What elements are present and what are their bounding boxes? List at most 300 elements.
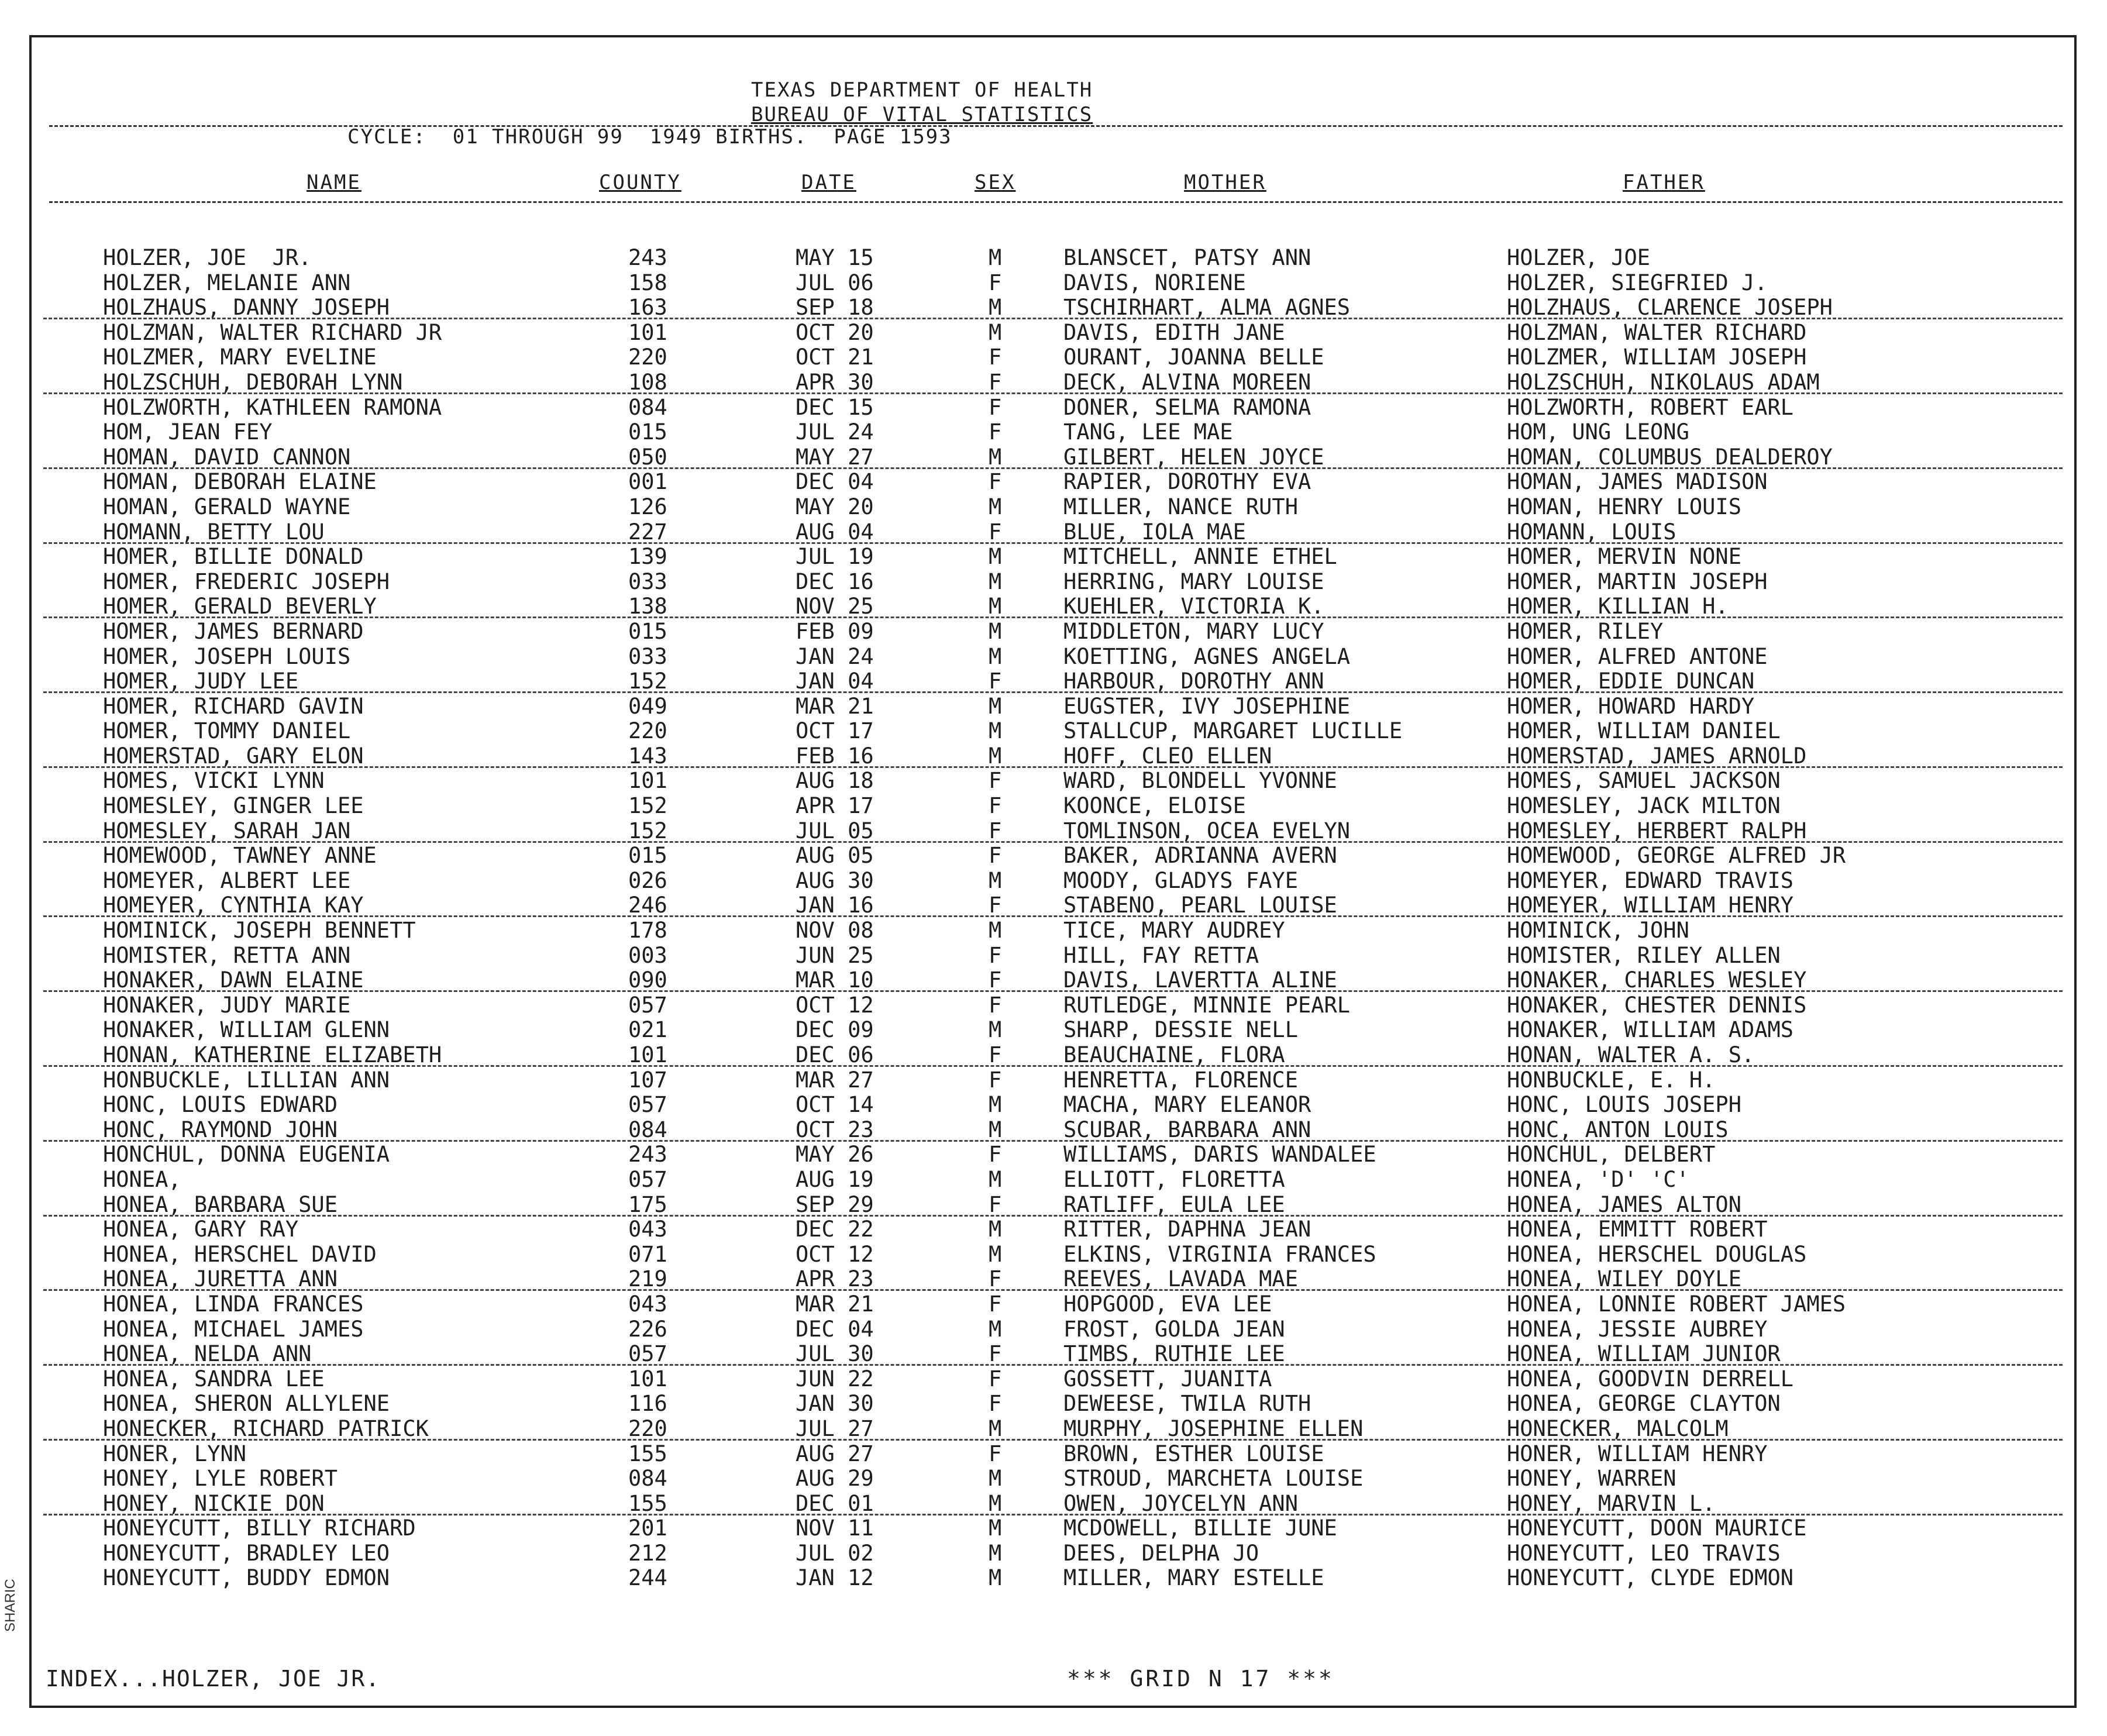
table-row: [32, 246, 2074, 271]
cell-name: HOMER, JAMES BERNARD: [103, 618, 364, 644]
cell-county: 226: [628, 1316, 667, 1342]
table-row: [32, 769, 2074, 794]
cell-sex: M: [989, 743, 1002, 769]
cell-name: HONEA, BARBARA SUE: [103, 1191, 338, 1217]
cell-sex: F: [989, 1042, 1002, 1067]
cell-mother: HOPGOOD, EVA LEE: [1063, 1291, 1272, 1317]
cell-county: 084: [628, 394, 667, 420]
table-row: [32, 295, 2074, 321]
cell-sex: M: [989, 1490, 1002, 1516]
cell-sex: F: [989, 1441, 1002, 1466]
cell-name: HOLZWORTH, KATHLEEN RAMONA: [103, 394, 442, 420]
cell-father: HONAKER, CHESTER DENNIS: [1507, 992, 1807, 1018]
cell-county: 227: [628, 519, 667, 545]
cell-sex: M: [989, 693, 1002, 719]
cell-county: 043: [628, 1291, 667, 1317]
cell-mother: WILLIAMS, DARIS WANDALEE: [1063, 1142, 1376, 1167]
cell-sex: F: [989, 818, 1002, 843]
cell-father: HONEA, JESSIE AUBREY: [1507, 1316, 1768, 1342]
cell-sex: F: [989, 469, 1002, 495]
table-row: [32, 719, 2074, 744]
cell-date: OCT 23: [796, 1117, 874, 1142]
cell-county: 246: [628, 893, 667, 918]
cell-date: JUL 02: [796, 1540, 874, 1566]
cell-mother: DAVIS, EDITH JANE: [1063, 319, 1285, 345]
cell-name: HOLZER, JOE JR.: [103, 245, 312, 270]
table-row: [32, 645, 2074, 670]
table-row: [32, 1093, 2074, 1118]
table-row: [32, 395, 2074, 421]
cell-father: HOLZER, JOE: [1507, 245, 1651, 270]
cell-sex: M: [989, 1540, 1002, 1566]
cell-sex: M: [989, 1466, 1002, 1492]
cell-father: HONEY, WARREN: [1507, 1466, 1676, 1492]
cell-mother: ELLIOTT, FLORETTA: [1063, 1166, 1285, 1192]
table-row: [32, 545, 2074, 570]
cell-county: 084: [628, 1466, 667, 1492]
cell-sex: M: [989, 1117, 1002, 1142]
table-row: [32, 370, 2074, 395]
cell-sex: F: [989, 1142, 1002, 1167]
cell-mother: REEVES, LAVADA MAE: [1063, 1266, 1298, 1292]
cell-date: AUG 05: [796, 843, 874, 869]
cell-father: HONEYCUTT, DOON MAURICE: [1507, 1515, 1807, 1541]
cell-date: AUG 29: [796, 1466, 874, 1492]
cell-sex: F: [989, 992, 1002, 1018]
table-row: [32, 819, 2074, 844]
cell-father: HOMER, KILLIAN H.: [1507, 594, 1729, 619]
table-row: [32, 1417, 2074, 1442]
table-row: [32, 420, 2074, 445]
table-row: [32, 1292, 2074, 1317]
cell-mother: MITCHELL, ANNIE ETHEL: [1063, 544, 1337, 570]
cell-father: HONAN, WALTER A. S.: [1507, 1042, 1755, 1067]
cell-county: 219: [628, 1266, 667, 1292]
cell-father: HONEYCUTT, CLYDE EDMON: [1507, 1565, 1794, 1591]
cell-mother: SCUBAR, BARBARA ANN: [1063, 1117, 1311, 1142]
cell-father: HONEA, JAMES ALTON: [1507, 1191, 1741, 1217]
cell-mother: FROST, GOLDA JEAN: [1063, 1316, 1285, 1342]
cell-name: HOMISTER, RETTA ANN: [103, 942, 351, 968]
cell-county: 090: [628, 967, 667, 993]
cell-sex: F: [989, 1366, 1002, 1391]
cell-date: JUL 30: [796, 1341, 874, 1367]
cell-sex: M: [989, 618, 1002, 644]
cell-sex: F: [989, 768, 1002, 794]
table-row: [32, 1167, 2074, 1193]
cell-name: HOMEYER, ALBERT LEE: [103, 867, 351, 893]
cell-county: 071: [628, 1241, 667, 1267]
table-row: [32, 669, 2074, 694]
cell-date: MAY 15: [796, 245, 874, 270]
cell-name: HONAKER, DAWN ELAINE: [103, 967, 364, 993]
cell-sex: M: [989, 494, 1002, 519]
row-separator: [43, 990, 2063, 992]
column-header-sex: SEX: [975, 171, 1016, 194]
cell-county: 212: [628, 1540, 667, 1566]
cell-mother: TIMBS, RUTHIE LEE: [1063, 1341, 1285, 1367]
cell-mother: KOONCE, ELOISE: [1063, 793, 1246, 819]
cell-county: 033: [628, 643, 667, 669]
cell-father: HOLZSCHUH, NIKOLAUS ADAM: [1507, 369, 1820, 395]
footer-index: INDEX...HOLZER, JOE JR.: [46, 1666, 381, 1692]
cell-mother: RITTER, DAPHNA JEAN: [1063, 1217, 1311, 1242]
cell-mother: HARBOUR, DOROTHY ANN: [1063, 669, 1324, 694]
cell-county: 220: [628, 345, 667, 370]
cell-date: DEC 06: [796, 1042, 874, 1067]
row-separator: [43, 1289, 2063, 1291]
footer-grid: *** GRID N 17 ***: [1067, 1666, 1334, 1692]
cell-sex: M: [989, 319, 1002, 345]
cell-county: 101: [628, 319, 667, 345]
cell-mother: GOSSETT, JUANITA: [1063, 1366, 1272, 1391]
table-row: [32, 1442, 2074, 1467]
cell-county: 163: [628, 295, 667, 321]
column-header-date: DATE: [801, 171, 856, 194]
cell-name: HOMAN, DEBORAH ELAINE: [103, 469, 377, 495]
cell-name: HONAN, KATHERINE ELIZABETH: [103, 1042, 442, 1067]
cell-mother: MACHA, MARY ELEANOR: [1063, 1092, 1311, 1118]
table-row: [32, 619, 2074, 645]
cell-sex: M: [989, 1092, 1002, 1118]
cell-date: JAN 30: [796, 1391, 874, 1417]
cell-father: HOLZMAN, WALTER RICHARD: [1507, 319, 1807, 345]
cell-sex: F: [989, 1391, 1002, 1417]
cell-county: 003: [628, 942, 667, 968]
cell-date: AUG 18: [796, 768, 874, 794]
cell-name: HOMERSTAD, GARY ELON: [103, 743, 364, 769]
cell-mother: MIDDLETON, MARY LUCY: [1063, 618, 1324, 644]
cell-name: HONBUCKLE, LILLIAN ANN: [103, 1067, 390, 1093]
cell-sex: F: [989, 519, 1002, 545]
cell-county: 243: [628, 1142, 667, 1167]
cell-sex: F: [989, 893, 1002, 918]
table-row: [32, 993, 2074, 1018]
row-separator: [43, 467, 2063, 469]
cell-mother: OWEN, JOYCELYN ANN: [1063, 1490, 1298, 1516]
cell-name: HONEA, GARY RAY: [103, 1217, 299, 1242]
cell-sex: M: [989, 1017, 1002, 1043]
cell-father: HOMER, RILEY: [1507, 618, 1664, 644]
cell-mother: KUEHLER, VICTORIA K.: [1063, 594, 1324, 619]
cell-county: 116: [628, 1391, 667, 1417]
cell-county: 015: [628, 843, 667, 869]
cell-sex: F: [989, 793, 1002, 819]
cell-mother: MURPHY, JOSEPHINE ELLEN: [1063, 1415, 1364, 1441]
table-row: [32, 271, 2074, 296]
cell-father: HOMESLEY, JACK MILTON: [1507, 793, 1781, 819]
cell-mother: TANG, LEE MAE: [1063, 419, 1233, 445]
cell-father: HOMER, HOWARD HARDY: [1507, 693, 1755, 719]
cell-father: HOMANN, LOUIS: [1507, 519, 1676, 545]
cell-name: HONEA,: [103, 1166, 181, 1192]
cell-sex: M: [989, 594, 1002, 619]
row-separator: [43, 1439, 2063, 1441]
cell-county: 244: [628, 1565, 667, 1591]
cell-date: OCT 14: [796, 1092, 874, 1118]
column-header-mother: MOTHER: [1184, 171, 1266, 194]
table-row: [32, 470, 2074, 495]
cell-date: JUL 06: [796, 270, 874, 295]
row-separator: [43, 1140, 2063, 1142]
cell-county: 015: [628, 618, 667, 644]
cell-father: HONEA, WILLIAM JUNIOR: [1507, 1341, 1781, 1367]
cell-county: 139: [628, 544, 667, 570]
cell-date: NOV 08: [796, 918, 874, 943]
row-separator: [43, 1065, 2063, 1067]
row-separator: [43, 542, 2063, 544]
cell-name: HONEA, HERSCHEL DAVID: [103, 1241, 377, 1267]
cell-father: HONEA, WILEY DOYLE: [1507, 1266, 1741, 1292]
table-row: [32, 1018, 2074, 1043]
cell-father: HONAKER, CHARLES WESLEY: [1507, 967, 1807, 993]
cell-name: HOLZSCHUH, DEBORAH LYNN: [103, 369, 403, 395]
cell-date: DEC 04: [796, 469, 874, 495]
cell-date: DEC 01: [796, 1490, 874, 1516]
cell-name: HOLZMER, MARY EVELINE: [103, 345, 377, 370]
table-row: [32, 1466, 2074, 1492]
cell-sex: F: [989, 1191, 1002, 1217]
cell-sex: F: [989, 345, 1002, 370]
table-row: [32, 744, 2074, 769]
cell-date: DEC 22: [796, 1217, 874, 1242]
cell-date: JAN 16: [796, 893, 874, 918]
cell-name: HONEA, NELDA ANN: [103, 1341, 312, 1367]
column-header-county: COUNTY: [599, 171, 681, 194]
cell-county: 158: [628, 270, 667, 295]
cell-date: AUG 27: [796, 1441, 874, 1466]
table-row: [32, 943, 2074, 969]
cell-father: HONEA, HERSCHEL DOUGLAS: [1507, 1241, 1807, 1267]
cell-county: 178: [628, 918, 667, 943]
cell-mother: TSCHIRHART, ALMA AGNES: [1063, 295, 1351, 321]
cell-mother: SHARP, DESSIE NELL: [1063, 1017, 1298, 1043]
cell-father: HONEA, GEORGE CLAYTON: [1507, 1391, 1781, 1417]
cell-name: HOMER, RICHARD GAVIN: [103, 693, 364, 719]
records-list: [32, 246, 2074, 1591]
row-separator: [43, 691, 2063, 693]
cell-county: 201: [628, 1515, 667, 1541]
cell-father: HONECKER, MALCOLM: [1507, 1415, 1729, 1441]
cell-mother: RATLIFF, EULA LEE: [1063, 1191, 1285, 1217]
cell-county: 057: [628, 1092, 667, 1118]
table-row: [32, 869, 2074, 894]
header-bureau: BUREAU OF VITAL STATISTICS: [751, 103, 1093, 126]
cell-father: HONEA, 'D' 'C': [1507, 1166, 1689, 1192]
cell-date: AUG 30: [796, 867, 874, 893]
register-page: [29, 35, 2077, 1708]
cell-sex: M: [989, 1241, 1002, 1267]
cell-sex: F: [989, 967, 1002, 993]
cell-name: HONEY, LYLE ROBERT: [103, 1466, 338, 1492]
cell-date: MAR 21: [796, 1291, 874, 1317]
cell-sex: F: [989, 942, 1002, 968]
cell-mother: BLUE, IOLA MAE: [1063, 519, 1246, 545]
cell-sex: F: [989, 419, 1002, 445]
cell-name: HOMER, GERALD BEVERLY: [103, 594, 377, 619]
cell-mother: HERRING, MARY LOUISE: [1063, 569, 1324, 594]
cell-date: SEP 29: [796, 1191, 874, 1217]
cell-mother: BROWN, ESTHER LOUISE: [1063, 1441, 1324, 1466]
cell-mother: ELKINS, VIRGINIA FRANCES: [1063, 1241, 1376, 1267]
cell-father: HOLZHAUS, CLARENCE JOSEPH: [1507, 295, 1833, 321]
cell-date: FEB 16: [796, 743, 874, 769]
cell-sex: M: [989, 1415, 1002, 1441]
cell-mother: EUGSTER, IVY JOSEPHINE: [1063, 693, 1351, 719]
table-row: [32, 345, 2074, 370]
cell-date: FEB 09: [796, 618, 874, 644]
cell-county: 126: [628, 494, 667, 519]
cell-mother: TOMLINSON, OCEA EVELYN: [1063, 818, 1351, 843]
cell-sex: F: [989, 669, 1002, 694]
cell-name: HONCHUL, DONNA EUGENIA: [103, 1142, 390, 1167]
cell-father: HONEY, MARVIN L.: [1507, 1490, 1716, 1516]
cell-date: JUL 19: [796, 544, 874, 570]
cell-county: 033: [628, 569, 667, 594]
cell-father: HONC, ANTON LOUIS: [1507, 1117, 1729, 1142]
cell-mother: DAVIS, NORIENE: [1063, 270, 1246, 295]
cell-name: HONEYCUTT, BRADLEY LEO: [103, 1540, 390, 1566]
cell-name: HONECKER, RICHARD PATRICK: [103, 1415, 429, 1441]
table-row: [32, 1118, 2074, 1143]
table-row: [32, 1068, 2074, 1093]
cell-father: HOMEYER, EDWARD TRAVIS: [1507, 867, 1794, 893]
cell-father: HOMESLEY, HERBERT RALPH: [1507, 818, 1807, 843]
cell-date: JUN 25: [796, 942, 874, 968]
cell-county: 101: [628, 768, 667, 794]
cell-father: HOMER, MERVIN NONE: [1507, 544, 1741, 570]
cell-county: 152: [628, 818, 667, 843]
table-row: [32, 893, 2074, 918]
cell-county: 152: [628, 793, 667, 819]
cell-mother: BEAUCHAINE, FLORA: [1063, 1042, 1285, 1067]
cell-father: HONEA, EMMITT ROBERT: [1507, 1217, 1768, 1242]
cell-name: HOMES, VICKI LYNN: [103, 768, 325, 794]
cell-date: JUL 24: [796, 419, 874, 445]
cell-sex: M: [989, 295, 1002, 321]
cell-mother: DONER, SELMA RAMONA: [1063, 394, 1311, 420]
cell-father: HOMAN, HENRY LOUIS: [1507, 494, 1741, 519]
table-row: [32, 1242, 2074, 1267]
cell-father: HOLZMER, WILLIAM JOSEPH: [1507, 345, 1807, 370]
table-row: [32, 1043, 2074, 1068]
table-row: [32, 1566, 2074, 1591]
cell-father: HONCHUL, DELBERT: [1507, 1142, 1716, 1167]
cell-date: JAN 12: [796, 1565, 874, 1591]
cell-date: APR 23: [796, 1266, 874, 1292]
cell-county: 015: [628, 419, 667, 445]
cell-sex: F: [989, 1341, 1002, 1367]
cell-sex: M: [989, 444, 1002, 470]
cell-sex: M: [989, 918, 1002, 943]
cell-date: MAY 20: [796, 494, 874, 519]
cell-mother: HOFF, CLEO ELLEN: [1063, 743, 1272, 769]
cell-sex: F: [989, 394, 1002, 420]
cell-date: JUL 27: [796, 1415, 874, 1441]
table-row: [32, 1193, 2074, 1218]
cell-mother: GILBERT, HELEN JOYCE: [1063, 444, 1324, 470]
cell-county: 043: [628, 1217, 667, 1242]
cell-name: HONEY, NICKIE DON: [103, 1490, 325, 1516]
table-row: [32, 794, 2074, 819]
cell-sex: M: [989, 867, 1002, 893]
cell-name: HOMEYER, CYNTHIA KAY: [103, 893, 364, 918]
cell-county: 220: [628, 718, 667, 744]
cell-name: HOMER, JOSEPH LOUIS: [103, 643, 351, 669]
cell-mother: MCDOWELL, BILLIE JUNE: [1063, 1515, 1337, 1541]
cell-sex: M: [989, 643, 1002, 669]
cell-date: SEP 18: [796, 295, 874, 321]
column-header-name: NAME: [307, 171, 362, 194]
column-header-rule: [49, 201, 2063, 203]
cell-date: DEC 04: [796, 1316, 874, 1342]
cell-name: HONEA, SANDRA LEE: [103, 1366, 325, 1391]
cell-name: HONAKER, JUDY MARIE: [103, 992, 351, 1018]
cell-date: JAN 04: [796, 669, 874, 694]
cell-date: MAR 27: [796, 1067, 874, 1093]
cell-date: AUG 04: [796, 519, 874, 545]
table-row: [32, 1541, 2074, 1566]
cell-date: OCT 12: [796, 992, 874, 1018]
table-row: [32, 918, 2074, 943]
cell-name: HOMESLEY, SARAH JAN: [103, 818, 351, 843]
cell-date: MAY 26: [796, 1142, 874, 1167]
cell-county: 049: [628, 693, 667, 719]
cell-name: HOLZHAUS, DANNY JOSEPH: [103, 295, 390, 321]
cell-name: HOM, JEAN FEY: [103, 419, 273, 445]
cell-name: HONEA, LINDA FRANCES: [103, 1291, 364, 1317]
cell-county: 143: [628, 743, 667, 769]
cell-date: DEC 16: [796, 569, 874, 594]
cell-father: HONEYCUTT, LEO TRAVIS: [1507, 1540, 1781, 1566]
cell-mother: MILLER, NANCE RUTH: [1063, 494, 1298, 519]
cell-father: HOM, UNG LEONG: [1507, 419, 1689, 445]
cell-date: JUL 05: [796, 818, 874, 843]
cell-father: HOMINICK, JOHN: [1507, 918, 1689, 943]
table-row: [32, 1492, 2074, 1517]
cell-mother: BAKER, ADRIANNA AVERN: [1063, 843, 1337, 869]
cell-date: DEC 09: [796, 1017, 874, 1043]
table-row: [32, 1142, 2074, 1167]
table-row: [32, 445, 2074, 470]
cell-mother: TICE, MARY AUDREY: [1063, 918, 1285, 943]
cell-county: 243: [628, 245, 667, 270]
cell-mother: STROUD, MARCHETA LOUISE: [1063, 1466, 1364, 1492]
cell-mother: BLANSCET, PATSY ANN: [1063, 245, 1311, 270]
cell-sex: M: [989, 1515, 1002, 1541]
cell-sex: M: [989, 569, 1002, 594]
cell-mother: HENRETTA, FLORENCE: [1063, 1067, 1298, 1093]
cell-sex: M: [989, 1166, 1002, 1192]
cell-name: HOLZER, MELANIE ANN: [103, 270, 351, 295]
cell-date: AUG 19: [796, 1166, 874, 1192]
cell-mother: DEWEESE, TWILA RUTH: [1063, 1391, 1311, 1417]
column-header-father: FATHER: [1623, 171, 1705, 194]
cell-date: NOV 25: [796, 594, 874, 619]
cell-date: OCT 17: [796, 718, 874, 744]
row-separator: [43, 841, 2063, 843]
cell-father: HOLZWORTH, ROBERT EARL: [1507, 394, 1794, 420]
cell-county: 026: [628, 867, 667, 893]
table-row: [32, 1217, 2074, 1242]
cell-sex: F: [989, 1067, 1002, 1093]
cell-mother: STABENO, PEARL LOUISE: [1063, 893, 1337, 918]
cell-sex: M: [989, 1217, 1002, 1242]
row-separator: [43, 766, 2063, 768]
cell-date: MAR 10: [796, 967, 874, 993]
cell-father: HONEA, LONNIE ROBERT JAMES: [1507, 1291, 1846, 1317]
table-row: [32, 570, 2074, 595]
